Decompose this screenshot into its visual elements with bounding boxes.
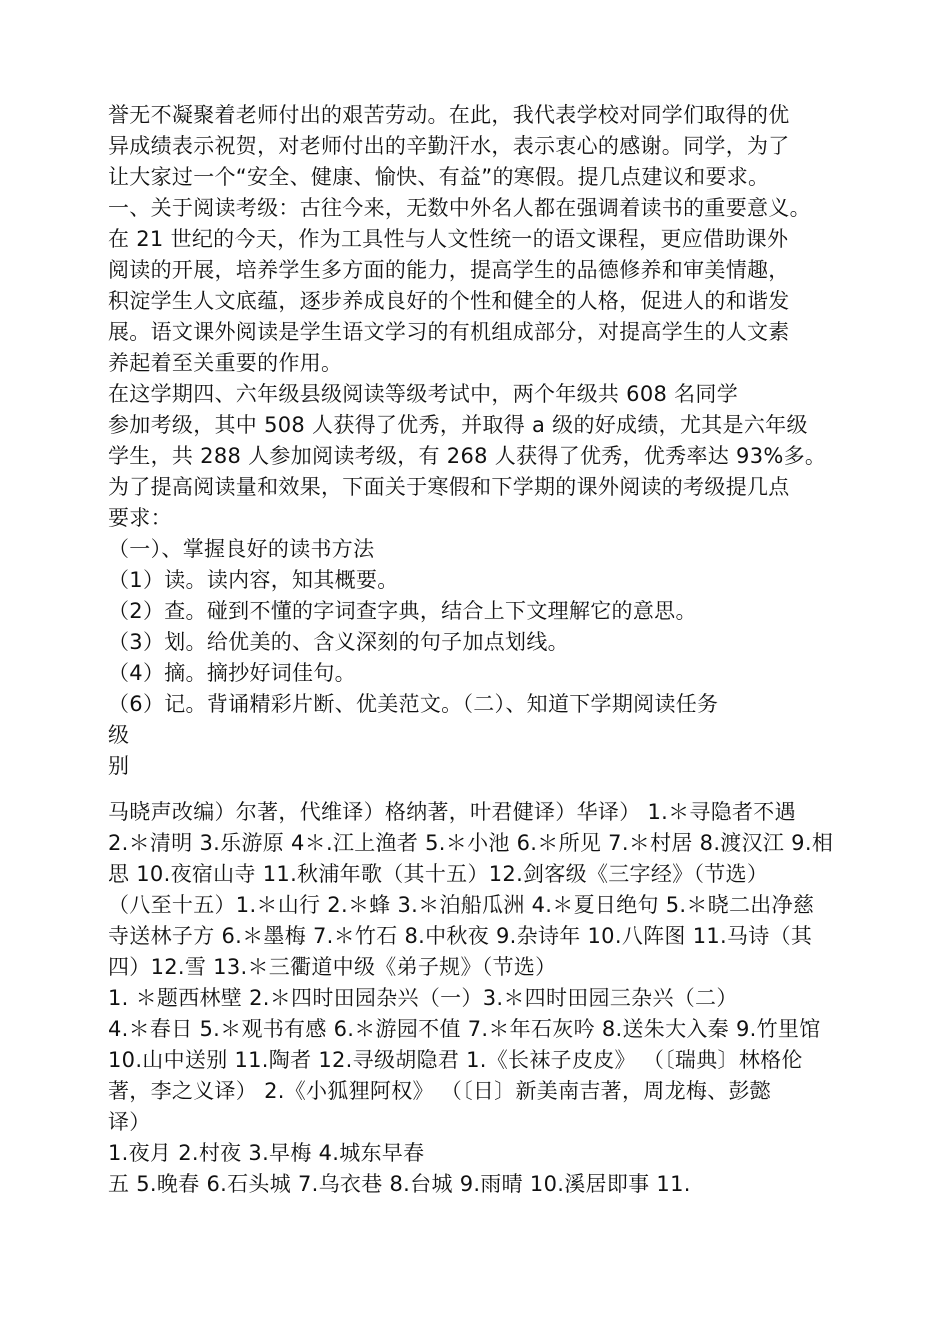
document-text-line: 马晓声改编）尔著，代维译）格纳著，叶君健译）华译） 1.＊寻隐者不遇 — [108, 800, 796, 824]
document-text-line: 1. ＊题西林壁 2.＊四时田园杂兴（一）3.＊四时田园三杂兴（二） — [108, 986, 738, 1010]
document-text-line: （1）读。读内容，知其概要。 — [108, 568, 399, 592]
document-text-line: 4.＊春日 5.＊观书有感 6.＊游园不值 7.＊年石灰吟 8.送朱大入秦 9.竹里馆 — [108, 1017, 821, 1041]
document-text-line: 养起着至关重要的作用。 — [108, 351, 343, 375]
document-text-line: 学生，共 288 人参加阅读考级，有 268 人获得了优秀，优秀率达 93%多。 — [108, 444, 827, 468]
document-text-line: 为了提高阅读量和效果，下面关于寒假和下学期的课外阅读的考级提几点 — [108, 475, 790, 499]
document-text-line: 思 10.夜宿山寺 11.秋浦年歌（其十五）12.剑客级《三字经》（节选） — [108, 862, 769, 886]
document-text-line: 阅读的开展，培养学生多方面的能力，提高学生的品德修养和审美情趣， — [108, 258, 790, 282]
document-text-line: 四）12.雪 13.＊三衢道中级《弟子规》（节选） — [108, 955, 557, 979]
document-text-line: 异成绩表示祝贺，对老师付出的辛勤汗水，表示衷心的感谢。同学，为了 — [108, 134, 790, 158]
document-text-line: 级 — [108, 723, 130, 747]
document-text-line: 10.山中送别 11.陶者 12.寻级胡隐君 1.《长袜子皮皮》 （〔瑞典〕林格伦 — [108, 1048, 803, 1072]
document-text-line: 1.夜月 2.村夜 3.早梅 4.城东早春 — [108, 1141, 425, 1165]
document-text-line: 让大家过一个“安全、健康、愉快、有益”的寒假。提几点建议和要求。 — [108, 165, 770, 189]
document-text-line: 展。语文课外阅读是学生语文学习的有机组成部分，对提高学生的人文素 — [108, 320, 790, 344]
document-text-line: 一、关于阅读考级：古往今来，无数中外名人都在强调着读书的重要意义。 — [108, 196, 811, 220]
document-text-line: （2）查。碰到不懂的字词查字典，结合上下文理解它的意思。 — [108, 599, 697, 623]
document-text-line: 2.＊清明 3.乐游原 4＊.江上渔者 5.＊小池 6.＊所见 7.＊村居 8.渡汉江 9.相 — [108, 831, 834, 855]
document-text-line: 在 21 世纪的今天，作为工具性与人文性统一的语文课程，更应借助课外 — [108, 227, 789, 251]
document-text-line: （4）摘。摘抄好词佳句。 — [108, 661, 356, 685]
document-text-line: 要求： — [108, 506, 172, 530]
document-text-line: （6）记。背诵精彩片断、优美范文。（二）、知道下学期阅读任务 — [108, 692, 719, 716]
document-text-line: （八至十五）1.＊山行 2.＊蜂 3.＊泊船瓜洲 4.＊夏日绝句 5.＊晓二出净慈 — [108, 893, 815, 917]
document-text-line: 别 — [108, 754, 130, 778]
document-text-line: 参加考级，其中 508 人获得了优秀，并取得 a 级的好成绩，尤其是六年级 — [108, 413, 808, 437]
document-text-line: （3）划。给优美的、含义深刻的句子加点划线。 — [108, 630, 569, 654]
document-text-line: 寺送林子方 6.＊墨梅 7.＊竹石 8.中秋夜 9.杂诗年 10.八阵图 11.马诗（其 — [108, 924, 813, 948]
document-text-line: 在这学期四、六年级县级阅读等级考试中，两个年级共 608 名同学 — [108, 382, 739, 406]
document-text-line: 积淀学生人文底蕴，逐步养成良好的个性和健全的人格，促进人的和谐发 — [108, 289, 790, 313]
document-text-line: 誉无不凝聚着老师付出的艰苦劳动。在此，我代表学校对同学们取得的优 — [108, 103, 790, 127]
document-text-line: 著，李之义译） 2.《小狐狸阿权》 （〔日〕新美南吉著，周龙梅、彭懿 — [108, 1079, 772, 1103]
document-text-line: 译） — [108, 1110, 151, 1134]
document-text-line: （一）、掌握良好的读书方法 — [108, 537, 375, 561]
document-text-line: 五 5.晚春 6.石头城 7.乌衣巷 8.台城 9.雨晴 10.溪居即事 11. — [108, 1172, 691, 1196]
